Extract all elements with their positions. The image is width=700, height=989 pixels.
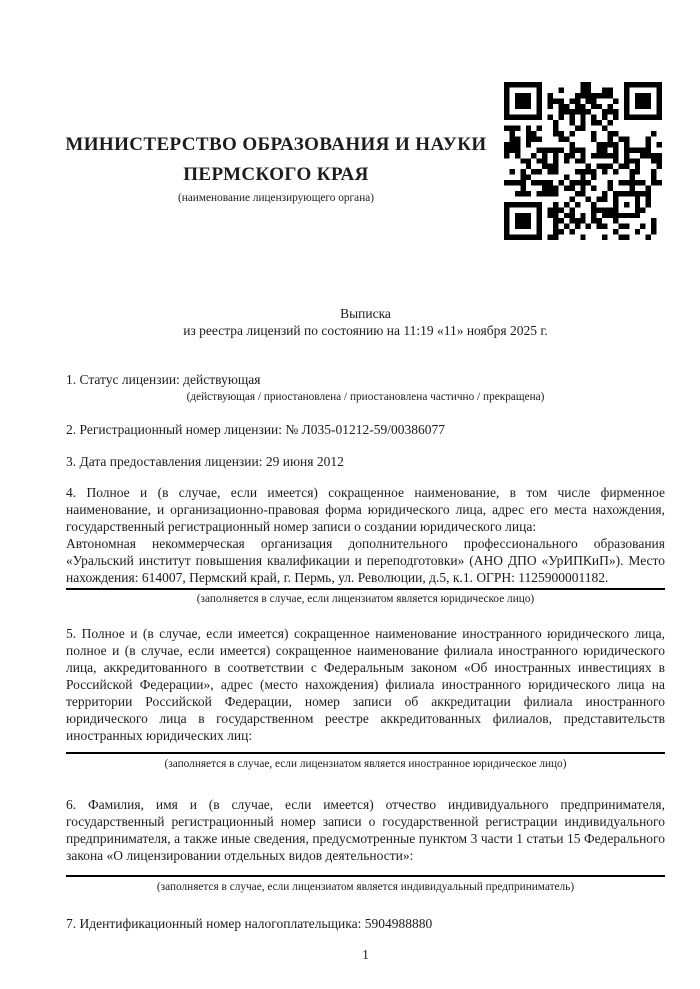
- document-title-line2: из реестра лицензий по состоянию на 11:19 «11» ноября 2025 г.: [183, 323, 548, 338]
- page-number: 1: [362, 947, 369, 962]
- entrepreneur-section-label: 6. Фамилия, имя и (в случае, если имеется) отчество индивидуального предпринимателя, государственный регистрационный номер записи о государственной регистрации индивидуального предпринимателя, а также иные сведения, предусмотренные пунктом 3 части 1 статьи 15 Федерального закона «О лицензировании отдельных видов деятельности»:: [66, 797, 665, 863]
- entrepreneur-hint: (заполняется в случае, если лицензиатом является индивидуальный предприниматель): [156, 881, 575, 893]
- ministry-name-line1: МИНИСТЕРСТВО ОБРАЗОВАНИЯ И НАУКИ: [65, 134, 487, 155]
- legal-entity-section-label: 4. Полное и (в случае, если имеется) сокращенное наименование, в том числе фирменное наименование, и организационно-правовая форма юридического лица, адрес его места нахождения, государственный регистрационный номер записи о создании юридического лица:: [66, 485, 665, 534]
- entrepreneur-underline: [66, 875, 665, 877]
- legal-entity-value: Автономная некоммерческая организация дополнительного профессионального образования «Уральский институт повышения квалификации и переподготовки» (АНО ДПО «УрИПКиП»). Место нахождения: 614007, Пермский край, г. Пермь, ул. Революции, д.5, к.1. ОГРН: 1125900001182.: [66, 536, 665, 585]
- legal-entity-underline: [66, 588, 665, 590]
- document-title-line1: Выписка: [340, 306, 391, 321]
- document-title: [66, 305, 665, 339]
- license-status: 1. Статус лицензии: действующая: [66, 372, 261, 387]
- foreign-entity-underline: [66, 752, 665, 754]
- foreign-entity-section-label: 5. Полное и (в случае, если имеется) сокращенное наименование иностранного юридического лица, полное и (в случае, если имеется) сокращенное наименование филиала иностранного юридического лица, аккредитованного в соответствии с Федеральным законом «Об иностранных инвестициях в Российской Федерации», адрес (место нахождения) филиала иностранного юридического лица на территории Российской Федерации, номер записи об аккредитации филиала иностранного юридического лица в государственном реестре аккредитованных филиалов, представительств иностранных юридических лиц:: [66, 626, 665, 743]
- issuing-authority-caption: (наименование лицензирующего органа): [177, 192, 375, 204]
- license-status-hint: (действующая / приостановлена / приостановлена частично / прекращена): [186, 391, 545, 403]
- taxpayer-identification-number: 7. Идентификационный номер налогоплательщика: 5904988880: [66, 916, 433, 931]
- ministry-name-line2: ПЕРМСКОГО КРАЯ: [183, 164, 369, 185]
- license-grant-date: 3. Дата предоставления лицензии: 29 июня 2012: [66, 454, 344, 469]
- license-registration-number: 2. Регистрационный номер лицензии: № Л035-01212-59/00386077: [66, 422, 446, 437]
- foreign-entity-hint: (заполняется в случае, если лицензиатом является иностранное юридическое лицо): [164, 758, 567, 770]
- legal-entity-hint: (заполняется в случае, если лицензиатом является юридическое лицо): [196, 593, 535, 605]
- document-body: [66, 0, 665, 963]
